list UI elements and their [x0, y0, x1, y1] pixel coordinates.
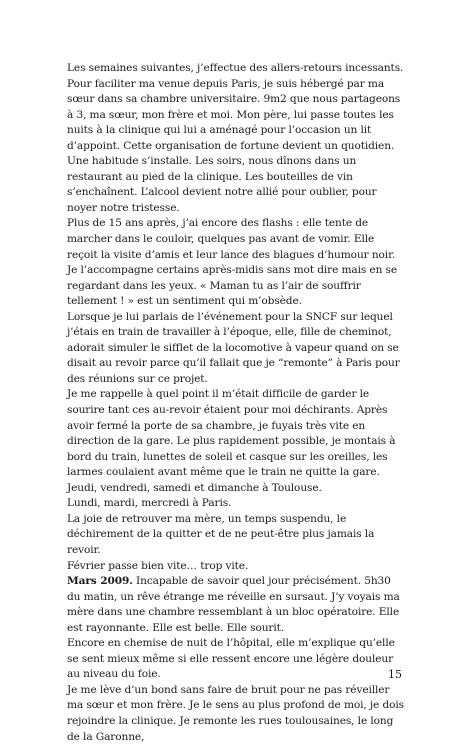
- paragraph: Lorsque je lui parlais de l’événement pour la SNCF sur lequel j’étais en train de travailler à l’époque, elle, fille de cheminot, adorait simuler le sifflet de la locomotive à vapeur quand on se disait au revoir parce qu’il fallait que je “remonte” à Paris pour des réunions sur ce projet.: [67, 310, 400, 385]
- paragraph: Février passe bien vite… trop vite.: [67, 559, 249, 572]
- dated-paragraph-text: Incapable de savoir quel jour précisément. 5h30 du matin, un rêve étrange me réveille en sursaut. J’y voyais ma mère dans une chambre ressemblant à un bloc opératoire. Elle est rayonnante. Elle est belle. Elle sourit.: [67, 575, 400, 634]
- page-number: 15: [388, 668, 402, 681]
- dated-paragraph: [67, 574, 405, 636]
- paragraph: Je me rappelle à quel point il m’était difficile de garder le sourire tant ces au-revoir étaient pour moi déchirants. Après avoir fermé la porte de sa chambre, je fuyais très vite en direction de la gare. Le plus rapidement possible, je montais à bord du train, lunettes de soleil et casque sur les oreilles, les larmes coulaient avant même que le train ne quitte la gare.: [67, 388, 396, 479]
- page-body: [67, 61, 405, 745]
- paragraph: Lundi, mardi, mercredi à Paris.: [67, 497, 232, 510]
- paragraph: Jeudi, vendredi, samedi et dimanche à Toulouse.: [67, 481, 322, 494]
- paragraph: Je me lève d’un bond sans faire de bruit pour ne pas réveiller ma sœur et mon frère. Je le sens au plus profond de moi, je dois rejoindre la clinique. Je remonte les rues toulousaines, le long de la Garonne,: [67, 683, 404, 743]
- paragraph: Les semaines suivantes, j’effectue des allers-retours incessants. Pour faciliter ma venue depuis Paris, je suis hébergé par ma sœur dans sa chambre universitaire. 9m2 que nous partageons à 3, ma sœur, mon frère et moi. Mon père, lui passe toutes les nuits à la clinique qui lui a aménagé pour l’occasion un lit d’appoint. Cette organisation de fortune devient un quotidien. Une habitude s’installe. Les soirs, nous dînons dans un restaurant au pied de la clinique. Les bouteilles de vin s’enchaînent. L’alcool devient notre allié pour oublier, pour noyer notre tristesse.: [67, 62, 404, 214]
- paragraph: La joie de retrouver ma mère, un temps suspendu, le déchirement de la quitter et de ne peut-être plus jamais la revoir.: [67, 512, 375, 556]
- paragraph: Plus de 15 ans après, j’ai encore des flashs : elle tente de marcher dans le couloir, quelques pas avant de vomir. Elle reçoit la visite d’amis et leur lance des blagues d’humour noir. Je l’accompagne certains après-midis sans mot dire mais en se regardant dans les yeux. « Maman tu as l’air de souffrir tellement ! » est un sentiment qui m’obsède.: [67, 217, 397, 308]
- paragraph: Encore en chemise de nuit de l’hôpital, elle m’explique qu’elle se sent mieux même si elle ressent encore une légère douleur au niveau du foie.: [67, 637, 395, 681]
- date-heading: Mars 2009.: [67, 575, 133, 588]
